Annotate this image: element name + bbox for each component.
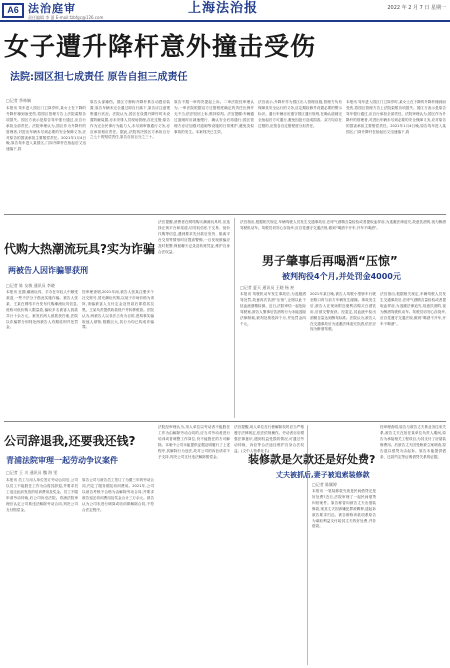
lead-column-1: 本报讯 驾车进入园区门卫岗亭时,某女士在下降的升降杆撞到而受伤,将园区管理方告上法院索赔各项损失。园区方表示是原告驾车强行通过,应自行承担全部责任。法院审理认为,园区作为升降杆的管理者,对进出车辆未尽到必要的安全保障义务,应对原告的损害承担主要赔偿责任。2021年1月4日晚,原告驾车进入某园区,门岗升降杆在抬起后又迅速落下,将: [6, 106, 86, 152]
section-name: 法治庭审: [28, 2, 76, 15]
section-divider: [4, 214, 446, 215]
lead-column-5: 本报讯 驾车进入园区门卫岗亭时,某女士在下降的升降杆撞到而受伤,将园区管理方告上法院索赔各项损失。园区方表示是原告驾车强行通过,应自行承担全部责任。法院审理认为,园区作为升降杆的管理者,对进出车辆未尽到必要的安全保障义务,应对原告的损害承担主要赔偿责任。2021年1月4日晚,原告驾车进入某园区,门岗升降杆在抬起后又迅速落下,将: [346, 100, 446, 134]
lead-column-4: 法官表示,升降杆作为园区出入管理设施,管理方负有保障其安全运行的义务,应定期检修并设置必要的警示标识。通行车辆亦应遵守园区通行规则,在确认道闸完全抬起后方可通行,避免因抢行造成损害。双方均存在过错的,应按各自过错程度分担责任。: [258, 100, 342, 128]
story-subhead: 两被告人因诈骗罪获刑: [8, 266, 88, 275]
lead-subhead: 法院:园区担七成责任 原告自担三成责任: [10, 72, 188, 83]
lead-headline: 女子遭升降杆意外撞击受伤: [4, 32, 317, 61]
lead-column-2: 原告头部撞伤。园区方辩称升降杆系自动感应装置,原告车辆未完全通过即自行落下,原告应注意观察通行状况。法院认为,园区在设置升降杆时未设置防砸装置,亦未安排人员现场管理,存在过错;原告作为完全民事行为能力人,未尽到审慎通行义务,亦应承担相应责任。据此,法院判决园区方承担百分之七十的赔偿责任,原告自担百分之三十。: [90, 100, 170, 140]
story-subhead: 丈夫被抓后,妻子被追索装修款: [276, 471, 370, 479]
story-column-2: 原告公司与被告员工签订了为期三年的劳动合同,约定了服务期及培训费用。2021年,公司以被告考核不合格为由解除劳动合同,并要求被告返还培训费用及奖金合计三万余元。被告认为公司未进行调岗或培训即解除合同,不符合法定程序。: [82, 478, 154, 512]
story-byline: □记者 王 川 通讯员 魏 海 雯: [6, 470, 58, 475]
story-column-3: 法官提醒,消费者在网络购买潮流玩具时,应选择正规平台和渠道,切勿轻信私下交易、低价代购等信息,遇到要求先付款后发货、脱离平台交易等情形时应提高警惕,一旦发现被骗应及时报警,保留聊天记录及转账凭证,维护自身合法权益。: [158, 220, 230, 254]
story-column-3: 法院经审理认为,用人单位以劳动者不能胜任工作为由解除劳动合同的,应当对劳动者进行培训或者调整工作岗位,仍不能胜任的方可解除。本案中公司未能提供证据证明履行了上述程序,其解除行为违法,故对公司的诉讼请求不予支持,判决公司支付违法解除赔偿金。: [158, 425, 230, 459]
lead-byline: □记者 季林娴: [6, 98, 32, 103]
section-editor-line: 责任编辑 李 蔷 E-mail:fzbfgc@126.com: [28, 15, 104, 20]
story-intro: 法官指出,根据相关规定,车辆驾驶人员发生交通事故后,在呼气酒精含量检验或者提取血样前,为逃避法律追究,故意饮酒的,视为醉酒驾驶机动车。驾驶员切勿心存侥幸,应自觉遵守交通法规,做到“喝酒不开车,开车不喝酒”。: [240, 220, 446, 230]
story-column-2: 2021年某日晚,被告人驾驶小型轿车行驶至路口时与前方车辆发生碰撞。事故发生后,被告人在现场附近便利店购买白酒饮用,后被交警查获。经鉴定,其血液中检出酒精含量达到醉驾标准。法院认为,被告人在交通事故后为逃避法律追究饮酒,依法应视为醉酒驾驶。: [310, 292, 376, 332]
story-subhead: 青浦法院审理一起劳动争议案件: [6, 456, 118, 465]
masthead: [0, 0, 450, 22]
story-headline: 装修款是欠款还是好处费?: [248, 453, 376, 466]
story-column-1: 本报讯 员工与用人单位签订劳动合同后,公司以员工不能胜任工作为由将其辞退,并要求员工返还此前发放的培训费用及奖金。员工不服申请劳动仲裁,后公司诉至法院。青浦法院审理后认定公司系违法解除劳动合同,判决公司支付赔偿金。: [6, 478, 78, 512]
newspaper-logo: 上海法治报: [188, 1, 259, 16]
story-subhead: 被判拘役4个月,并处罚金4000元: [282, 272, 401, 281]
story-column-2: 经审理查明,2021年间,被告人张某注册多个社交账号,冒充潮玩代购,以低于市场价格为诱饵,诱骗被害人支付定金及货款后即将其拉黑。王某负责提供收款账户并转移赃款。法院认为,两被告人以非法占有为目的,虚构事实骗取他人财物,数额巨大,其行为均已构成诈骗罪。: [82, 290, 154, 330]
section-divider: [4, 421, 446, 422]
story-byline: □记者 陈 友敏 通讯员 李晓: [6, 283, 55, 288]
page-number-tag: A6: [2, 3, 24, 18]
story-column-4: 法官提醒,用人单位在行使解除权时应当严格遵守法律规定,依法依规操作。劳动者亦应增强法律意识,遇到权益受损的情况,可通过劳动仲裁、诉讼等合法途径维护自身合法权益。(文中人物系化名): [234, 425, 304, 453]
issue-date: 2022 年 2 月 7 日 星期一: [387, 5, 446, 11]
story-headline: 公司辞退我,还要我还钱?: [4, 434, 136, 448]
column-divider: [234, 218, 235, 418]
story-column-1: 本报讯 近期,潮流玩具、手办在年轻人中颇受欢迎,一些不法分子借此实施诈骗。被告人张某、王某在网络平台发布代购潮流玩具信息,谎称可低价购入限量款,骗取多名被害人钱款共计十余万元。案发后两人被抓获归案,法院以诈骗罪分别判处两被告人有期徒刑并处罚金。: [6, 290, 78, 330]
story-byline: □记者 陈颖婷: [312, 482, 338, 487]
story-byline: □记者 夏天 通讯员 王晓 杨 焘: [240, 285, 295, 290]
story-column-2: 经审理查明,原告与被告丈夫系业务往来关系,被告丈夫在担任某单位负责人期间,原告为承接相关工程项目,为其支付了房屋装修费用。后被告丈夫因受贿被立案调查,原告遂以借贷为由起诉。原告未能提供借条、还款约定等证明借贷关系的证据。: [380, 425, 446, 459]
story-headline: 代购大热潮流玩具?实为诈骗: [4, 242, 155, 256]
masthead-rule: [0, 20, 450, 22]
story-column-1: 本报讯 驾驶机动车发生事故后,为逃避酒驾处罚,故意再次饮酒“压惊”,企图以此干扰血液酒精检测。近日,法院审结一起危险驾驶案,被告人肇事后饮酒的行为未能逃脱法律制裁,被判处拘役四个月,并处罚金四千元。: [240, 292, 306, 326]
story-column-1: 本报讯 一笔装修款究竟是民间借贷还是好处费?近日,法院审理了一起民间借贷纠纷案件。原告称曾向被告丈夫出借装修款,现其丈夫因涉嫌犯罪被羁押,遂起诉被告要求归还。被告辩称该款项系原告为谋取利益支付给其丈夫的好处费,并非借款。: [312, 489, 376, 529]
lead-column-3: 原告不服一审判决提起上诉。二审法院经审理认为,一审法院根据双方过错程度确定的责任比例并无不当,依法驳回上诉,维持原判。法官提醒:车辆通过道闸时应减速慢行、确认安全后再通行;园区管理方亦应加强对道闸等设施的日常维护,避免类似事故的发生。本案判决已生效。: [174, 100, 254, 134]
story-column-3: 法官指出,根据相关规定,车辆驾驶人员发生交通事故后,在呼气酒精含量检验或者提取血样前,为逃避法律追究,故意饮酒的,视为醉酒驾驶机动车。驾驶员切勿心存侥幸,应自觉遵守交通法规,做到“喝酒不开车,开车不喝酒”。: [380, 292, 446, 326]
story-headline: 男子肇事后再喝酒“压惊”: [262, 254, 398, 268]
